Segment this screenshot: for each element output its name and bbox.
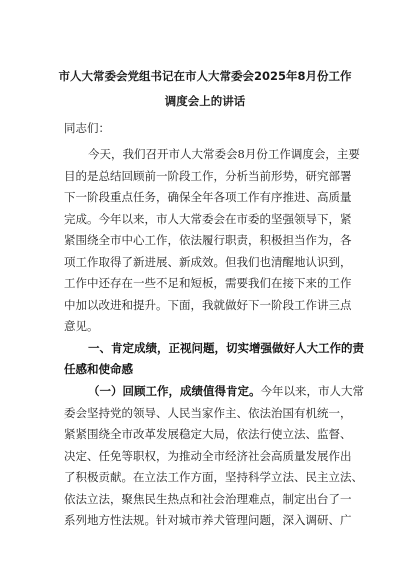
subsection-text-start: 今年以来，市人大常 [260, 384, 364, 398]
paragraph-line: 今天，我们召开市人大常委会8月份工作调度会，主要 [88, 147, 360, 161]
section-heading-line-2: 任感和使命感 [64, 362, 133, 376]
paragraph-line: 系列地方性法规。针对城市养犬管理问题，深入调研、广 [64, 513, 352, 527]
document-title-line-2: 调度会上的讲话 [164, 94, 246, 108]
paragraph-line: 工作中还存在一些不足和短板，需要我们在接下来的工作 [64, 276, 352, 290]
paragraph-line: 了积极贡献。在立法工作方面，坚持科学立法、民主立法、 [64, 470, 363, 484]
paragraph-line: 意见。 [64, 319, 99, 333]
paragraph-line: 下一阶段重点任务，确保全年各项工作有序推进、高质量 [64, 190, 352, 204]
paragraph-line: 紧紧围绕全市改革发展稳定大局，依法行使立法、监督、 [64, 427, 352, 441]
paragraph-line: 完成。今年以来，市人大常委会在市委的坚强领导下，紧 [64, 212, 352, 226]
salutation: 同志们： [64, 121, 110, 135]
subsection-first-line [88, 384, 364, 399]
paragraph-line: 项工作取得了新进展、新成效。但我们也清醒地认识到， [64, 255, 352, 269]
section-heading-line-1: 一、肯定成绩，正视问题，切实增强做好人大工作的责 [88, 341, 364, 355]
subsection-heading: （一）回顾工作，成绩值得肯定。 [88, 384, 261, 398]
paragraph-line: 中加以改进和提升。下面，我就做好下一阶段工作讲三点 [64, 298, 352, 312]
paragraph-line: 紧围绕全市中心工作，依法履行职责，积极担当作为，各 [64, 233, 352, 247]
paragraph-line: 依法立法，聚焦民生热点和社会治理难点，制定出台了一 [64, 492, 352, 506]
paragraph-line: 决定、任免等职权，为推动全市经济社会高质量发展作出 [64, 449, 352, 463]
paragraph-line: 委会坚持党的领导、人民当家作主、依法治国有机统一， [64, 406, 352, 420]
paragraph-line: 目的是总结回顾前一阶段工作，分析当前形势，研究部署 [64, 169, 352, 183]
document-title-line-1: 市人大常委会党组书记在市人大常委会2025年8月份工作 [58, 69, 352, 83]
